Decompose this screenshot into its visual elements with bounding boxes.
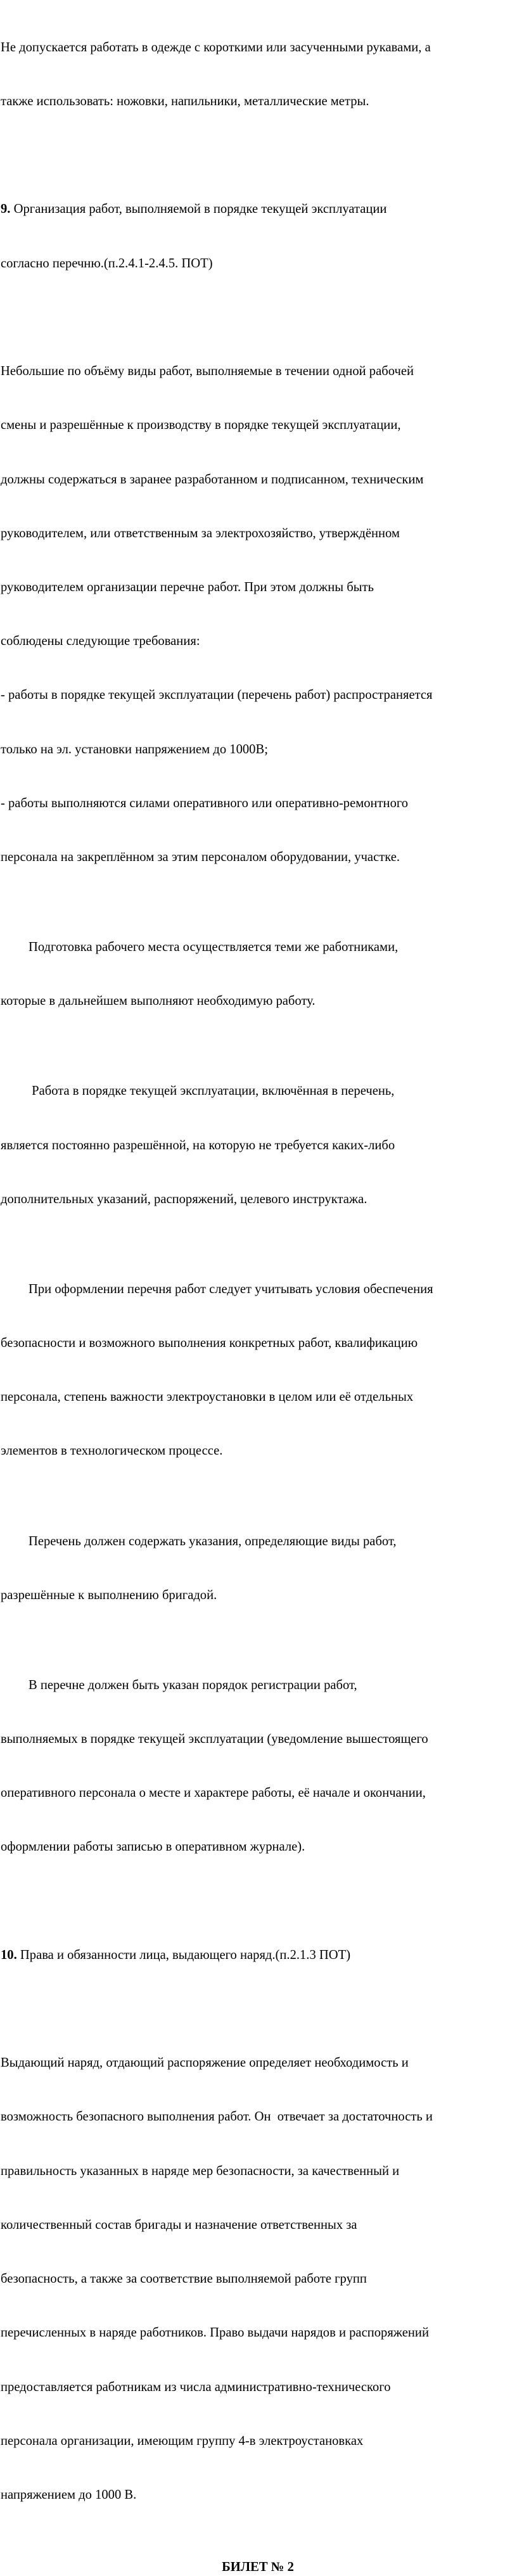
section-title-text: Права и обязанности лица, выдающего наряд.(п.2.1.3 ПОТ) (16, 1948, 351, 1962)
text-line: персонала организации, имеющим группу 4-в электроустановках (1, 2433, 364, 2448)
section-10-title-line (1, 1946, 515, 1964)
text-line: Подготовка рабочего места осуществляется теми же работниками, (29, 940, 399, 955)
text-line: персонала, степень важности электроустановки в целом или её отдельных (1, 1390, 414, 1405)
text-line: персонала на закреплённом за этим персоналом оборудовании, участке. (1, 850, 400, 865)
text-line: только на эл. установки напряжением до 1000В; (1, 742, 268, 756)
blank-line (1, 2540, 515, 2558)
intro-paragraph (1, 3, 515, 146)
section-title-text: Организация работ, выполняемой в порядке текущей эксплуатации (10, 202, 387, 217)
text-line: является постоянно разрешённой, на которую не требуется каких-либо (1, 1138, 395, 1152)
text-line: оперативного персонала о месте и характере работы, её начале и окончании, (1, 1786, 426, 1801)
section-10-paragraph (1, 2018, 515, 2540)
ticket-title: БИЛЕТ № 2 (222, 2560, 294, 2574)
indented-paragraph (1, 902, 515, 1046)
indented-paragraph (1, 1496, 515, 1640)
text-line: руководителем, или ответственным за электрохозяйство, утверждённом (1, 526, 400, 540)
text-line: - работы в порядке текущей эксплуатации (перечень работ) распространяется (1, 688, 433, 703)
text-line: руководителем организации перечне работ. При этом должны быть (1, 580, 374, 594)
text-line: элементов в технологическом процессе. (1, 1444, 223, 1458)
text-line: правильность указанных в наряде мер безопасности, за качественный и (1, 2164, 400, 2178)
text-line: безопасности и возможного выполнения конкретных работ, квалификацию (1, 1336, 418, 1351)
text-line: дополнительных указаний, распоряжений, целевого инструктажа. (1, 1192, 367, 1206)
blank-line (1, 1892, 515, 1910)
text-line: выполняемых в порядке текущей эксплуатации (уведомление вышестоящего (1, 1731, 428, 1746)
text-line: перечисленных в наряде работников. Право выдачи нарядов и распоряжений (1, 2326, 429, 2340)
section-number: 10. (1, 1948, 17, 1962)
blank-line (1, 2000, 515, 2018)
text-line: также использовать: ножовки, напильники, металлические метры. (1, 94, 369, 109)
text-line: Работа в порядке текущей эксплуатации, включённая в перечень, (29, 1084, 395, 1099)
text-line: оформлении работы записью в оперативном журнале). (1, 1840, 305, 1854)
section-9-paragraph (1, 326, 515, 902)
text-line: Выдающий наряд, отдающий распоряжение определяет необходимость и (1, 2056, 409, 2070)
text-line: должны содержаться в заранее разработанном и подписанном, техническим (1, 472, 424, 487)
text-line: Не допускается работать в одежде с короткими или засученными рукавами, а (1, 40, 431, 54)
section-number: 9. (1, 202, 11, 217)
text-line: количественный состав бригады и назначение ответственных за (1, 2217, 357, 2232)
section-9-title-line (1, 200, 515, 218)
text-line: Небольшие по объёму виды работ, выполняемые в течении одной рабочей (1, 364, 414, 379)
text-line: соблюдены следующие требования: (1, 634, 200, 649)
blank-line (1, 146, 515, 164)
text-line: Перечень должен содержать указания, определяющие виды работ, (29, 1534, 397, 1548)
text-line: смены и разрешённые к производству в порядке текущей эксплуатации, (1, 418, 401, 433)
indented-paragraph (1, 1640, 515, 1892)
text-line: которые в дальнейшем выполняют необходимую работу. (1, 994, 316, 1009)
blank-line (1, 309, 515, 326)
text-line: В перечне должен быть указан порядок регистрации работ, (29, 1678, 357, 1692)
section-9-heading (1, 165, 515, 309)
section-10-heading (1, 1910, 515, 2000)
text-line: разрешённые к выполнению бригадой. (1, 1588, 217, 1602)
indented-paragraph (1, 1244, 515, 1496)
text-line: При оформлении перечня работ следует учитывать условия обеспечения (29, 1282, 433, 1296)
text-line: предоставляется работникам из числа административно-технического (1, 2380, 391, 2394)
indented-paragraph (1, 1047, 515, 1244)
section-9-title-line-2: согласно перечню.(п.2.4.1-2.4.5. ПОТ) (1, 256, 213, 271)
text-line: - работы выполняются силами оперативного или оперативно-ремонтного (1, 796, 409, 810)
document-page (1, 3, 515, 2576)
text-line: безопасность, а также за соответствие выполняемой работе групп (1, 2272, 367, 2286)
text-line: напряжением до 1000 В. (1, 2488, 137, 2502)
text-line: возможность безопасного выполнения работ. Он отвечает за достаточность и (1, 2110, 433, 2124)
